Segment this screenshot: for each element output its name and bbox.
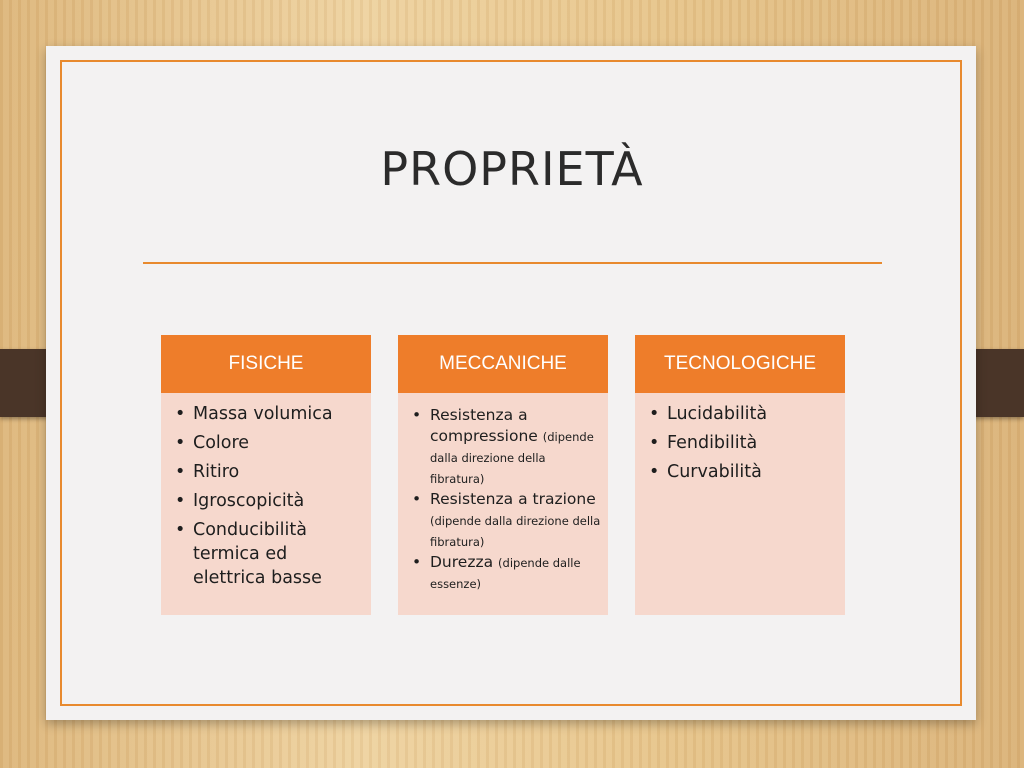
list-item: • Igroscopicità <box>173 489 365 513</box>
column-fisiche <box>161 335 371 615</box>
list-item-note: (dipende dalle essenze) <box>430 556 581 591</box>
column-body-meccaniche <box>398 393 608 615</box>
column-meccaniche <box>398 335 608 615</box>
list-item: • Conducibilità termica ed elettrica basse <box>173 518 365 590</box>
list-item: • Ritiro <box>173 460 365 484</box>
list-item <box>410 489 602 552</box>
slide-title: PROPRIETÀ <box>380 142 644 196</box>
list-item: • Lucidabilità <box>647 402 839 426</box>
list-item-note: (dipende dalla direzione della fibratura) <box>430 514 601 549</box>
title-divider <box>143 262 882 264</box>
list-item: • Curvabilità <box>647 460 839 484</box>
list-item: • Massa volumica <box>173 402 365 426</box>
list-item: • Fendibilità <box>647 431 839 455</box>
list-item-text: Resistenza a trazione <box>430 490 596 508</box>
list-item <box>410 405 602 489</box>
property-list-fisiche <box>173 402 365 590</box>
column-heading-meccaniche: MECCANICHE <box>398 335 608 393</box>
property-list-meccaniche <box>410 405 602 594</box>
list-item-text: Durezza <box>430 553 494 571</box>
column-heading-tecnologiche: TECNOLOGICHE <box>635 335 845 393</box>
column-body-fisiche <box>161 393 371 615</box>
column-body-tecnologiche <box>635 393 845 615</box>
column-heading-fisiche: FISICHE <box>161 335 371 393</box>
list-item <box>410 552 602 594</box>
column-tecnologiche <box>635 335 845 615</box>
list-item-note: (dipende dalla direzione della fibratura) <box>430 430 594 486</box>
list-item: • Colore <box>173 431 365 455</box>
property-list-tecnologiche <box>647 402 839 484</box>
list-item-text: Resistenza a compressione <box>430 406 538 445</box>
